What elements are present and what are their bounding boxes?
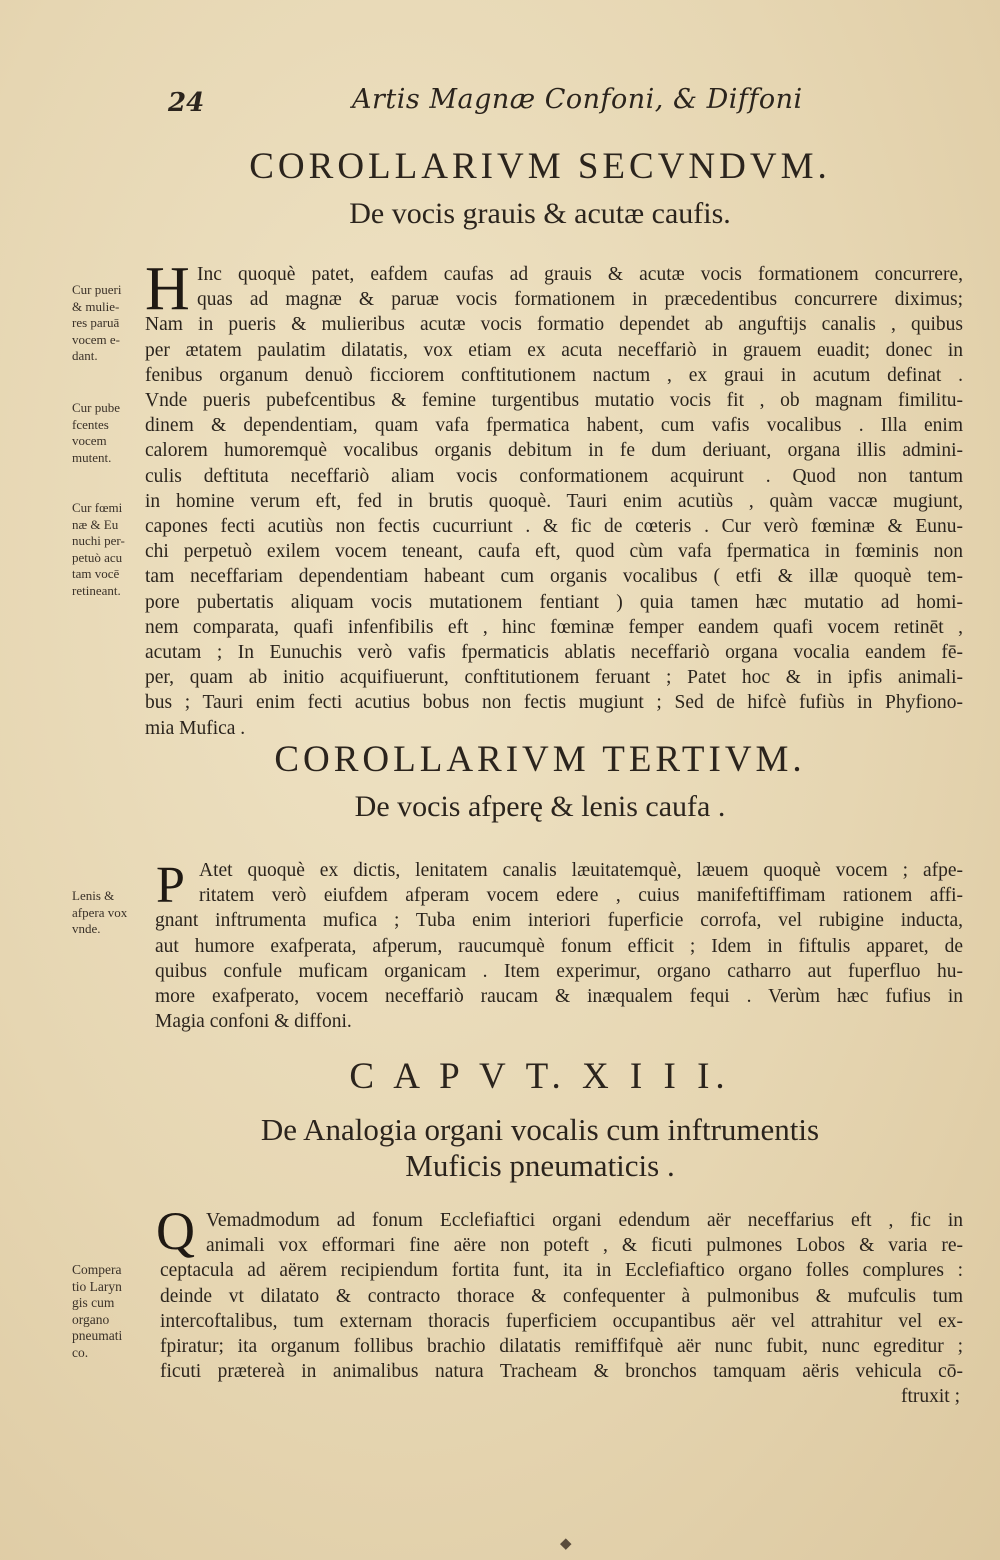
text-line: capones fecti acutiùs non fectis cucurriunt . & fic de cœteris . Cur verò fœminæ & Eunu- [145,516,963,538]
margin-note-line: gis cum [72,1295,115,1310]
text-line: animali vox efformari fine aëre non poteft , & ficuti pulmones Lobos & varia re- [206,1235,963,1257]
section-title: COROLLARIVM SECVNDVM. [249,146,831,187]
text-line: ceptacula ad aërem recipiendum fortita funt, ita in Ecclefiaftico organo folles complures : [160,1260,963,1282]
margin-note-line: co. [72,1344,89,1360]
paragraph [160,1208,963,1384]
chapter-subtitle: Muficis pneumaticis . [405,1148,675,1183]
text-line: chi perpetuò exilem vocem teneant, caufa eft, quod cùm vafa fpermatica in fœminis non [145,541,963,563]
margin-note [72,400,152,466]
margin-note-line: Cur pueri [72,282,122,297]
page-number: 24 [168,88,205,118]
section-title: COROLLARIVM TERTIVM. [274,739,806,780]
text-line: tam neceffariam dependentiam habeant cum organis vocalibus ( etfi & illæ quoquè tem- [145,566,963,588]
text-line: Nam in pueris & mulieribus acutæ vocis formatio dependet ab anguftijs canalis , quibus [145,314,963,336]
margin-note-line: tam vocē [72,566,120,581]
running-title: Artis Magnæ Confoni, & Diffoni [352,84,803,115]
text-line: dinem & dependentiam, quam vafa fpermatica habent, cum vafis vocalibus . Illa enim [145,415,963,437]
margin-note-line: retineant. [72,582,121,598]
text-line: deinde vt dilatato & contracto thorace & confequenter à pulmonibus & mufculis tum [160,1285,963,1307]
margin-note-line: vocem e- [72,331,121,347]
margin-note-line: mutent. [72,449,112,465]
chapter-subtitle: De Analogia organi vocalis cum inftrumentis [260,1112,820,1147]
text-line: culis deftituta neceffariò aliam vocis conformationem acquirunt . Quod non tantum [145,465,963,487]
margin-note-line: res paruā [72,315,120,330]
text-line: bus ; Tauri enim fecti acutius bobus non fectis mugiunt ; Sed de hifcè fufiùs in Phyfiono- [145,692,963,714]
drop-cap: P [156,857,185,914]
margin-note-line: vocem [72,433,107,448]
text-line: quas ad magnæ & paruæ vocis formationem in præcedentibus concurrere diximus; [197,289,963,311]
text-line: fpiratur; ita organum follibus brachio dilatatis remiffifquè aër nunc fubit, nunc egreditur ; [160,1336,963,1358]
margin-note-line: Cur fœmi [72,500,123,515]
section-subtitle: De vocis afperę & lenis caufa . [354,790,726,823]
margin-note [72,282,152,365]
text-line: ritatem verò eiufdem afperam vocem edere , cuius manifeftiffimam rationem affi- [199,885,963,907]
text-line: calorem humoremquè vocalibus organis debitum in fe dum deriuant, organa illis admini- [145,440,963,462]
drop-cap: Q [156,1201,195,1261]
text-line: more exafperato, vocem neceffariò raucam & inæqualem fequi . Verùm hæc fufius in [155,986,963,1008]
section-subtitle: De vocis grauis & acutæ caufis. [349,197,731,230]
text-line: Vemadmodum ad fonum Ecclefiaftici organi edendum aër neceffarius eft , fic in [206,1210,963,1231]
margin-note-line: næ & Eu [72,516,119,532]
margin-note-line: pneumati [72,1328,123,1343]
text-line: aut humore exafperata, afperum, raucumquè fonum efficit ; Idem in fiftulis apparet, de [155,935,963,957]
text-line: acutam ; In Eunuchis verò vafis fpermaticis ablatis neceffariò organa vocalia eandem fē- [145,642,963,664]
margin-note-line: tio Laryn [72,1278,122,1294]
text-line: nem comparata, quafi infenfibilis eft , hinc fœminæ femper eandem quafi vocem retinēt , [145,616,963,638]
text-line: per ætatem paulatim dilatatis, vox etiam ex acuta neceffariò in grauem euadit; donec in [145,339,963,361]
text-line: gnant inftrumenta mufica ; Tuba enim interiori fuperficie corrofa, vel rubigine inducta, [155,910,963,932]
text-line: in homine verum eft, fed in brutis quoquè. Tauri enim acutiùs , quàm vaccæ mugiunt, [145,490,963,512]
text-line: Inc quoquè patet, eafdem caufas ad grauis & acutæ vocis formationem concurrere, [197,264,963,285]
paragraph [145,262,963,741]
margin-note-line: vnde. [72,921,101,936]
margin-note-line: organo [72,1311,110,1327]
catchword: ftruxit ; [900,1386,960,1407]
margin-note-line: nuchi per- [72,533,125,548]
margin-note-line: Compera [72,1262,122,1277]
chapter-title: C A P V T. X I I I. [349,1056,731,1097]
margin-note-line: Cur pube [72,400,121,415]
margin-note [72,1262,152,1361]
margin-note-line: afpera vox [72,904,128,920]
margin-note [72,500,152,599]
margin-note-line: & mulie- [72,298,120,314]
text-line: Atet quoquè ex dictis, lenitatem canalis læuitatemquè, læuem quoquè vocem ; afpe- [199,860,963,881]
text-line: intercoftalibus, tum externam thoracis fuperficiem occupantibus aër vel attrahitur vel ex- [160,1310,963,1332]
drop-cap: H [145,255,190,323]
text-line: fenibus organum denuò ficciorem conftitutionem nactum , ex graui in acutum definat . [145,364,963,386]
text-line: quibus confule muficam organicam . Item experimur, organo catharro aut fuperfluo hu- [155,960,963,982]
margin-note-line: petuò acu [72,549,123,565]
text-line: Vnde pueris pubefcentibus & femine turgentibus mutatio vocis fit , ob magnam fimilitu- [145,390,963,412]
text-line: pore pubertatis aliquam vocis mutationem fentiant ) quia tamen hæc mutatio ad homi- [145,591,963,613]
text-line: Magia confoni & diffoni. [155,1011,352,1033]
text-line: mia Mufica . [145,717,246,739]
ink-mark-icon: ◆ [560,1534,572,1552]
text-line: per, quam ab initio acquifiuerunt, conftitutionem feruant ; Patet hoc & in ipfis animali- [145,667,963,689]
paragraph [155,858,963,1034]
margin-note-line: Lenis & [72,888,115,903]
margin-note-line: fcentes [72,416,109,432]
margin-note-line: dant. [72,348,98,363]
text-line: ficuti prætereà in animalibus natura Tracheam & bronchos tamquam aëris vehicula cō- [160,1361,963,1383]
margin-note [72,888,152,938]
